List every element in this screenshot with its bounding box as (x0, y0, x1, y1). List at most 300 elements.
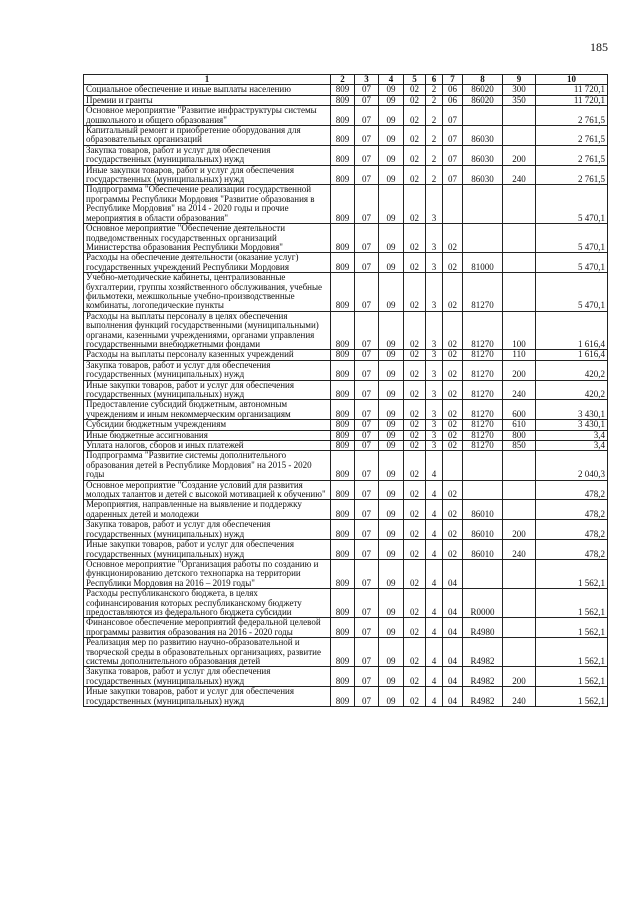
section-code: 07 (355, 618, 379, 638)
row-name: Иные закупки товаров, работ и услуг для обеспечения государственных (муниципальных) нужд (84, 687, 331, 707)
subsection-code: 09 (379, 145, 404, 165)
direction-code (463, 559, 503, 588)
page-number: 185 (590, 40, 608, 54)
subprogram-code: 3 (426, 273, 443, 312)
event-code: 02 (443, 360, 463, 380)
ministry-code: 809 (331, 126, 355, 146)
direction-code (463, 185, 503, 224)
amount: 3 430,1 (536, 420, 608, 430)
ministry-code: 809 (331, 420, 355, 430)
program-code: 02 (404, 618, 426, 638)
section-code: 07 (355, 106, 379, 126)
row-name: Социальное обеспечение и иные выплаты населению (84, 85, 331, 95)
amount: 1 562,1 (536, 687, 608, 707)
direction-code: R4982 (463, 667, 503, 687)
program-code: 02 (404, 667, 426, 687)
column-header: 6 (426, 75, 443, 85)
row-name: Расходы на выплаты персоналу казенных учреждений (84, 350, 331, 360)
section-code: 07 (355, 559, 379, 588)
subprogram-code: 3 (426, 224, 443, 253)
direction-code (463, 224, 503, 253)
program-code: 02 (404, 420, 426, 430)
expense-type-code: 240 (503, 687, 536, 707)
budget-table (83, 74, 608, 707)
ministry-code: 809 (331, 400, 355, 420)
row-name: Уплата налогов, сборов и иных платежей (84, 441, 331, 451)
direction-code: R4982 (463, 687, 503, 707)
table-row (84, 540, 608, 560)
direction-code: 86010 (463, 500, 503, 520)
expense-type-code: 300 (503, 85, 536, 95)
section-code: 07 (355, 145, 379, 165)
table-row (84, 559, 608, 588)
event-code: 02 (443, 380, 463, 400)
program-code: 02 (404, 687, 426, 707)
column-header: 5 (404, 75, 426, 85)
ministry-code: 809 (331, 589, 355, 618)
subsection-code: 09 (379, 253, 404, 273)
subsection-code: 09 (379, 126, 404, 146)
direction-code: 81270 (463, 350, 503, 360)
direction-code (463, 480, 503, 500)
table-row (84, 430, 608, 440)
event-code: 02 (443, 224, 463, 253)
amount: 2 761,5 (536, 126, 608, 146)
row-name: Расходы на выплаты персоналу в целях обеспечения выполнения функций государственными (муниципальными) органами, казенными учреждениями, органами управления государственными внебюджетными фондами (84, 311, 331, 350)
direction-code: R4980 (463, 618, 503, 638)
expense-type-code (503, 638, 536, 667)
row-name: Закупка товаров, работ и услуг для обеспечения государственных (муниципальных) нужд (84, 520, 331, 540)
section-code: 07 (355, 638, 379, 667)
ministry-code: 809 (331, 224, 355, 253)
program-code: 02 (404, 451, 426, 480)
amount: 1 562,1 (536, 559, 608, 588)
program-code: 02 (404, 400, 426, 420)
expense-type-code (503, 559, 536, 588)
expense-type-code (503, 224, 536, 253)
row-name: Иные закупки товаров, работ и услуг для обеспечения государственных (муниципальных) нужд (84, 165, 331, 185)
program-code: 02 (404, 540, 426, 560)
expense-type-code (503, 253, 536, 273)
subsection-code: 09 (379, 273, 404, 312)
section-code: 07 (355, 185, 379, 224)
subprogram-code: 4 (426, 589, 443, 618)
section-code: 07 (355, 441, 379, 451)
subsection-code: 09 (379, 360, 404, 380)
program-code: 02 (404, 520, 426, 540)
amount: 1 562,1 (536, 618, 608, 638)
subsection-code: 09 (379, 400, 404, 420)
subprogram-code: 3 (426, 420, 443, 430)
event-code: 06 (443, 85, 463, 95)
amount: 2 761,5 (536, 145, 608, 165)
subsection-code: 09 (379, 350, 404, 360)
subprogram-code: 3 (426, 360, 443, 380)
section-code: 07 (355, 380, 379, 400)
ministry-code: 809 (331, 165, 355, 185)
direction-code: 81270 (463, 420, 503, 430)
subprogram-code: 2 (426, 95, 443, 105)
row-name: Закупка товаров, работ и услуг для обеспечения государственных (муниципальных) нужд (84, 360, 331, 380)
subsection-code: 09 (379, 520, 404, 540)
subsection-code: 09 (379, 224, 404, 253)
section-code: 07 (355, 85, 379, 95)
amount: 1 616,4 (536, 311, 608, 350)
program-code: 02 (404, 165, 426, 185)
event-code: 02 (443, 430, 463, 440)
table-row (84, 224, 608, 253)
ministry-code: 809 (331, 480, 355, 500)
subprogram-code: 3 (426, 380, 443, 400)
event-code (443, 451, 463, 480)
column-header: 3 (355, 75, 379, 85)
amount: 478,2 (536, 500, 608, 520)
ministry-code: 809 (331, 85, 355, 95)
event-code (443, 185, 463, 224)
section-code: 07 (355, 126, 379, 146)
program-code: 02 (404, 500, 426, 520)
subsection-code: 09 (379, 687, 404, 707)
section-code: 07 (355, 95, 379, 105)
direction-code: 81270 (463, 273, 503, 312)
subsection-code: 09 (379, 106, 404, 126)
table-row (84, 520, 608, 540)
ministry-code: 809 (331, 311, 355, 350)
subsection-code: 09 (379, 185, 404, 224)
subsection-code: 09 (379, 165, 404, 185)
expense-type-code: 200 (503, 360, 536, 380)
direction-code: 81270 (463, 360, 503, 380)
expense-type-code: 200 (503, 145, 536, 165)
subsection-code: 09 (379, 441, 404, 451)
event-code: 04 (443, 559, 463, 588)
subprogram-code: 2 (426, 106, 443, 126)
column-header: 4 (379, 75, 404, 85)
subprogram-code: 4 (426, 480, 443, 500)
section-code: 07 (355, 480, 379, 500)
table-row (84, 451, 608, 480)
amount: 5 470,1 (536, 253, 608, 273)
table-row (84, 360, 608, 380)
program-code: 02 (404, 380, 426, 400)
row-name: Основное мероприятие "Обеспечение деятельности подведомственных государственных организаций Министерства образования Республики Мордовия" (84, 224, 331, 253)
expense-type-code (503, 480, 536, 500)
row-name: Субсидии бюджетным учреждениям (84, 420, 331, 430)
subprogram-code: 3 (426, 400, 443, 420)
ministry-code: 809 (331, 253, 355, 273)
direction-code: 86020 (463, 95, 503, 105)
event-code: 02 (443, 350, 463, 360)
row-name: Финансовое обеспечение мероприятий федеральной целевой программы развития образования на 2016 - 2020 годы (84, 618, 331, 638)
ministry-code: 809 (331, 95, 355, 105)
amount: 3 430,1 (536, 400, 608, 420)
program-code: 02 (404, 224, 426, 253)
ministry-code: 809 (331, 559, 355, 588)
subprogram-code: 3 (426, 441, 443, 451)
expense-type-code: 240 (503, 540, 536, 560)
row-name: Основное мероприятие "Создание условий для развития молодых талантов и детей с высокой мотивацией к обучению" (84, 480, 331, 500)
event-code: 04 (443, 667, 463, 687)
expense-type-code: 100 (503, 311, 536, 350)
section-code: 07 (355, 451, 379, 480)
direction-code: 81000 (463, 253, 503, 273)
expense-type-code: 240 (503, 165, 536, 185)
section-code: 07 (355, 420, 379, 430)
ministry-code: 809 (331, 273, 355, 312)
event-code: 07 (443, 145, 463, 165)
subsection-code: 09 (379, 311, 404, 350)
section-code: 07 (355, 350, 379, 360)
subsection-code: 09 (379, 500, 404, 520)
event-code: 02 (443, 420, 463, 430)
subsection-code: 09 (379, 451, 404, 480)
table-row (84, 441, 608, 451)
expense-type-code (503, 126, 536, 146)
subsection-code: 09 (379, 667, 404, 687)
table-body (84, 85, 608, 707)
subprogram-code: 3 (426, 185, 443, 224)
subprogram-code: 4 (426, 638, 443, 667)
amount: 478,2 (536, 480, 608, 500)
direction-code: 86030 (463, 126, 503, 146)
section-code: 07 (355, 589, 379, 618)
ministry-code: 809 (331, 185, 355, 224)
expense-type-code: 800 (503, 430, 536, 440)
amount: 5 470,1 (536, 273, 608, 312)
direction-code: 86030 (463, 145, 503, 165)
subprogram-code: 4 (426, 559, 443, 588)
section-code: 07 (355, 273, 379, 312)
amount: 2 761,5 (536, 165, 608, 185)
section-code: 07 (355, 667, 379, 687)
ministry-code: 809 (331, 360, 355, 380)
table-row (84, 350, 608, 360)
event-code: 07 (443, 106, 463, 126)
subsection-code: 09 (379, 638, 404, 667)
subsection-code: 09 (379, 420, 404, 430)
section-code: 07 (355, 500, 379, 520)
column-header: 1 (84, 75, 331, 85)
direction-code: R4982 (463, 638, 503, 667)
amount: 1 562,1 (536, 589, 608, 618)
direction-code: 81270 (463, 441, 503, 451)
subsection-code: 09 (379, 589, 404, 618)
section-code: 07 (355, 165, 379, 185)
ministry-code: 809 (331, 500, 355, 520)
direction-code: R0000 (463, 589, 503, 618)
column-header: 7 (443, 75, 463, 85)
amount: 2 040,3 (536, 451, 608, 480)
program-code: 02 (404, 638, 426, 667)
expense-type-code (503, 273, 536, 312)
row-name: Подпрограмма "Развитие системы дополнительного образования детей в Республике Мордовия" на 2015 - 2020 годы (84, 451, 331, 480)
section-code: 07 (355, 540, 379, 560)
expense-type-code: 850 (503, 441, 536, 451)
row-name: Расходы на обеспечение деятельности (оказание услуг) государственных учреждений Республики Мордовия (84, 253, 331, 273)
amount: 478,2 (536, 520, 608, 540)
subprogram-code: 4 (426, 500, 443, 520)
table-row (84, 126, 608, 146)
subprogram-code: 4 (426, 687, 443, 707)
table-row (84, 273, 608, 312)
subprogram-code: 2 (426, 126, 443, 146)
amount: 420,2 (536, 380, 608, 400)
program-code: 02 (404, 350, 426, 360)
section-code: 07 (355, 400, 379, 420)
amount: 2 761,5 (536, 106, 608, 126)
ministry-code: 809 (331, 430, 355, 440)
table-row (84, 185, 608, 224)
row-name: Мероприятия, направленные на выявление и поддержку одаренных детей и молодежи (84, 500, 331, 520)
subsection-code: 09 (379, 380, 404, 400)
event-code: 04 (443, 589, 463, 618)
subprogram-code: 3 (426, 350, 443, 360)
ministry-code: 809 (331, 441, 355, 451)
event-code: 02 (443, 441, 463, 451)
direction-code: 86010 (463, 540, 503, 560)
row-name: Иные закупки товаров, работ и услуг для обеспечения государственных (муниципальных) нужд (84, 380, 331, 400)
expense-type-code (503, 500, 536, 520)
expense-type-code (503, 106, 536, 126)
ministry-code: 809 (331, 667, 355, 687)
expense-type-code: 350 (503, 95, 536, 105)
program-code: 02 (404, 430, 426, 440)
amount: 11 720,1 (536, 85, 608, 95)
row-name: Премии и гранты (84, 95, 331, 105)
section-code: 07 (355, 360, 379, 380)
subsection-code: 09 (379, 430, 404, 440)
column-header: 9 (503, 75, 536, 85)
table-row (84, 400, 608, 420)
ministry-code: 809 (331, 350, 355, 360)
subprogram-code: 3 (426, 253, 443, 273)
program-code: 02 (404, 85, 426, 95)
subsection-code: 09 (379, 85, 404, 95)
program-code: 02 (404, 106, 426, 126)
row-name: Основное мероприятие "Организация работы по созданию и функционированию детского технопарка на территории Республики Мордовия на 2016 – 2019 годы" (84, 559, 331, 588)
expense-type-code: 600 (503, 400, 536, 420)
subsection-code: 09 (379, 95, 404, 105)
table-row (84, 165, 608, 185)
amount: 3,4 (536, 441, 608, 451)
row-name: Расходы республиканского бюджета, в целях софинансирования которых республиканскому бюджету предоставляются из федерального бюджета субсидии (84, 589, 331, 618)
event-code: 07 (443, 165, 463, 185)
program-code: 02 (404, 360, 426, 380)
section-code: 07 (355, 520, 379, 540)
column-header: 8 (463, 75, 503, 85)
direction-code: 81270 (463, 380, 503, 400)
program-code: 02 (404, 311, 426, 350)
direction-code (463, 451, 503, 480)
event-code: 02 (443, 253, 463, 273)
direction-code: 81270 (463, 311, 503, 350)
amount: 1 562,1 (536, 667, 608, 687)
direction-code: 86020 (463, 85, 503, 95)
row-name: Закупка товаров, работ и услуг для обеспечения государственных (муниципальных) нужд (84, 667, 331, 687)
ministry-code: 809 (331, 520, 355, 540)
direction-code: 86010 (463, 520, 503, 540)
amount: 5 470,1 (536, 185, 608, 224)
table-row (84, 106, 608, 126)
subprogram-code: 3 (426, 430, 443, 440)
section-code: 07 (355, 430, 379, 440)
expense-type-code: 200 (503, 667, 536, 687)
expense-type-code (503, 618, 536, 638)
ministry-code: 809 (331, 451, 355, 480)
subprogram-code: 2 (426, 165, 443, 185)
subsection-code: 09 (379, 540, 404, 560)
program-code: 02 (404, 95, 426, 105)
ministry-code: 809 (331, 618, 355, 638)
table-row (84, 85, 608, 95)
table-row (84, 687, 608, 707)
event-code: 04 (443, 687, 463, 707)
program-code: 02 (404, 185, 426, 224)
ministry-code: 809 (331, 638, 355, 667)
expense-type-code (503, 589, 536, 618)
row-name: Капитальный ремонт и приобретение оборудования для образовательных организаций (84, 126, 331, 146)
program-code: 02 (404, 253, 426, 273)
event-code: 02 (443, 480, 463, 500)
amount: 3,4 (536, 430, 608, 440)
program-code: 02 (404, 559, 426, 588)
program-code: 02 (404, 145, 426, 165)
row-name: Учебно-методические кабинеты, централизованные бухгалтерии, группы хозяйственного обслуживания, учебные фильмотеки, межшкольные учебно-производственные комбинаты, логопедические пункты (84, 273, 331, 312)
table-row (84, 145, 608, 165)
ministry-code: 809 (331, 540, 355, 560)
amount: 11 720,1 (536, 95, 608, 105)
program-code: 02 (404, 441, 426, 451)
table-row (84, 667, 608, 687)
direction-code: 86030 (463, 165, 503, 185)
subprogram-code: 4 (426, 667, 443, 687)
expense-type-code (503, 185, 536, 224)
expense-type-code: 110 (503, 350, 536, 360)
section-code: 07 (355, 253, 379, 273)
subsection-code: 09 (379, 559, 404, 588)
table-row (84, 311, 608, 350)
direction-code: 81270 (463, 430, 503, 440)
subprogram-code: 4 (426, 540, 443, 560)
row-name: Иные закупки товаров, работ и услуг для обеспечения государственных (муниципальных) нужд (84, 540, 331, 560)
amount: 5 470,1 (536, 224, 608, 253)
row-name: Закупка товаров, работ и услуг для обеспечения государственных (муниципальных) нужд (84, 145, 331, 165)
program-code: 02 (404, 480, 426, 500)
row-name: Подпрограмма "Обеспечение реализации государственной программы Республики Мордовия "Развитие образования в Республике Мордовия" на 2014 - 2020 годы и прочие мероприятия в области образования" (84, 185, 331, 224)
table-row (84, 380, 608, 400)
section-code: 07 (355, 311, 379, 350)
program-code: 02 (404, 273, 426, 312)
direction-code (463, 106, 503, 126)
amount: 1 562,1 (536, 638, 608, 667)
program-code: 02 (404, 589, 426, 618)
table-row (84, 95, 608, 105)
subsection-code: 09 (379, 480, 404, 500)
ministry-code: 809 (331, 687, 355, 707)
expense-type-code: 240 (503, 380, 536, 400)
event-code: 02 (443, 540, 463, 560)
expense-type-code (503, 451, 536, 480)
ministry-code: 809 (331, 106, 355, 126)
subsection-code: 09 (379, 618, 404, 638)
row-name: Реализация мер по развитию научно-образовательной и творческой среды в образовательных организациях, развитие системы дополнительного образования детей (84, 638, 331, 667)
event-code: 07 (443, 126, 463, 146)
expense-type-code: 610 (503, 420, 536, 430)
table-row (84, 638, 608, 667)
subprogram-code: 2 (426, 85, 443, 95)
event-code: 02 (443, 273, 463, 312)
event-code: 02 (443, 311, 463, 350)
